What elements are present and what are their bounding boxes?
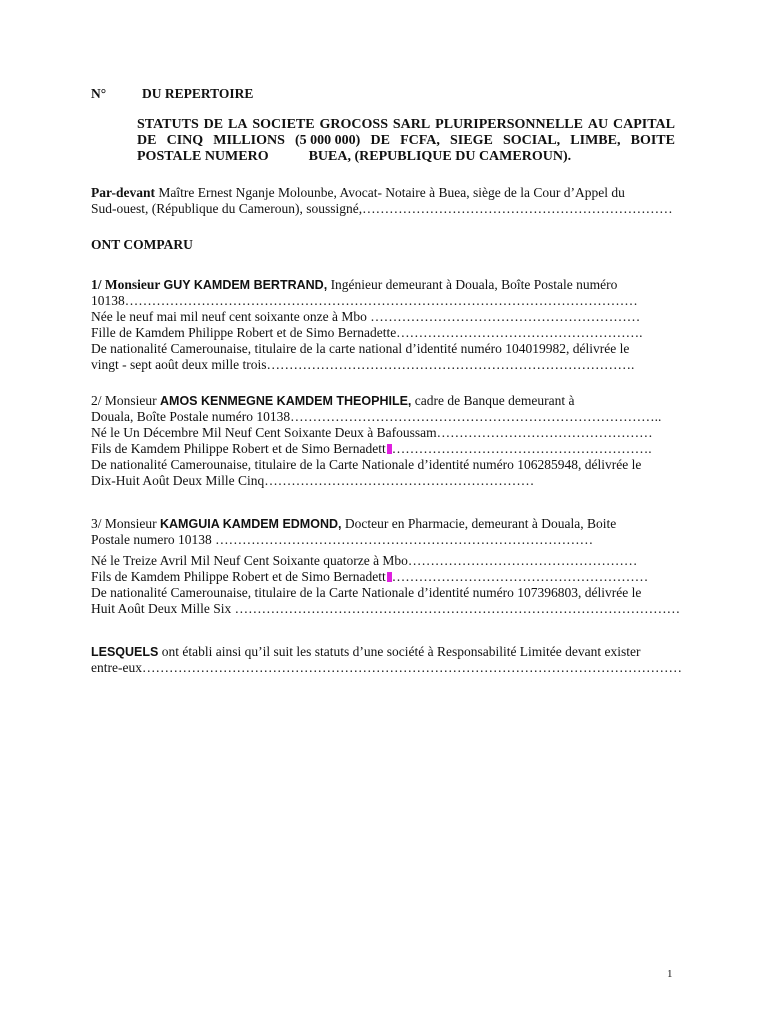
party-1-line-3: Née le neuf mai mil neuf cent soixante onze à Mbo ……………………………………………………	[91, 309, 641, 324]
party-1-line-1: 1/ Monsieur GUY KAMDEM BERTRAND, Ingénieur demeurant à Douala, Boîte Postale numéro	[91, 277, 618, 292]
party-1-line-6: vingt - sept août deux mille trois……………………………………………………………………….	[91, 357, 635, 372]
party-1-line-5: De nationalité Camerounaise, titulaire de la carte national d’identité numéro 104019982, délivrée le	[91, 341, 630, 356]
number-label: N°	[91, 86, 107, 101]
party-2-line-5: De nationalité Camerounaise, titulaire de la Carte Nationale d’identité numéro 106285948, délivrée le	[91, 457, 642, 472]
party-3-line-2: Postale numero 10138 …………………………………………………………………………	[91, 532, 594, 547]
title-line-3: POSTALE NUMERO BUEA, (REPUBLIQUE DU CAMEROUN).	[137, 149, 572, 164]
party-2-line-1: 2/ Monsieur AMOS KENMEGNE KAMDEM THEOPHILE, cadre de Banque demeurant à	[91, 393, 575, 408]
party-2-line-3: Né le Un Décembre Mil Neuf Cent Soixante Deux à Bafoussam…………………………………………	[91, 425, 653, 440]
party-3-line-5: De nationalité Camerounaise, titulaire de la Carte Nationale d’identité numéro 107396803, délivrée le	[91, 585, 642, 600]
party-1-line-4: Fille de Kamdem Philippe Robert et de Simo Bernadette……………………………………………….	[91, 325, 643, 340]
party-2-line-6: Dix-Huit Août Deux Mille Cinq……………………………………………………	[91, 473, 535, 488]
party-2-line-4: Fils de Kamdem Philippe Robert et de Simo Bernadett ………………………………………………….	[91, 441, 652, 456]
party-1-line-2: 10138……………………………………………………………………………………………………	[91, 293, 638, 308]
title-line-1: STATUTS DE LA SOCIETE GROCOSS SARL PLURIPERSONNELLE AU CAPITAL	[137, 117, 675, 132]
party-3-line-4: Fils de Kamdem Philippe Robert et de Simo Bernadett …………………………………………………	[91, 569, 649, 584]
repertoire-label: DU REPERTOIRE	[142, 86, 254, 101]
intro-line-1: Par-devant Maître Ernest Nganje Molounbe, Avocat- Notaire à Buea, siège de la Cour d’Appel du	[91, 185, 625, 200]
page-number: 1	[667, 968, 673, 980]
closing-line-1: LESQUELS ont établi ainsi qu’il suit les statuts d’une société à Responsabilité Limitée devant exister	[91, 644, 641, 659]
closing-line-2: entre-eux…………………………………………………………………………………………………………	[91, 660, 682, 675]
ont-compare-heading: ONT COMPARU	[91, 237, 193, 252]
title-line-2: DE CINQ MILLIONS (5 000 000) DE FCFA, SIEGE SOCIAL, LIMBE, BOITE	[137, 133, 675, 148]
party-2-line-2: Douala, Boîte Postale numéro 10138………………………………………………………………………..	[91, 409, 662, 424]
party-3-line-1: 3/ Monsieur KAMGUIA KAMDEM EDMOND, Docteur en Pharmacie, demeurant à Douala, Boite	[91, 516, 617, 531]
party-3-line-6: Huit Août Deux Mille Six ………………………………………………………………………………………	[91, 601, 681, 616]
party-3-line-3: Né le Treize Avril Mil Neuf Cent Soixante quatorze à Mbo……………………………………………	[91, 553, 638, 568]
intro-line-2: Sud-ouest, (République du Cameroun), soussigné,……………………………………………………………	[91, 201, 673, 216]
